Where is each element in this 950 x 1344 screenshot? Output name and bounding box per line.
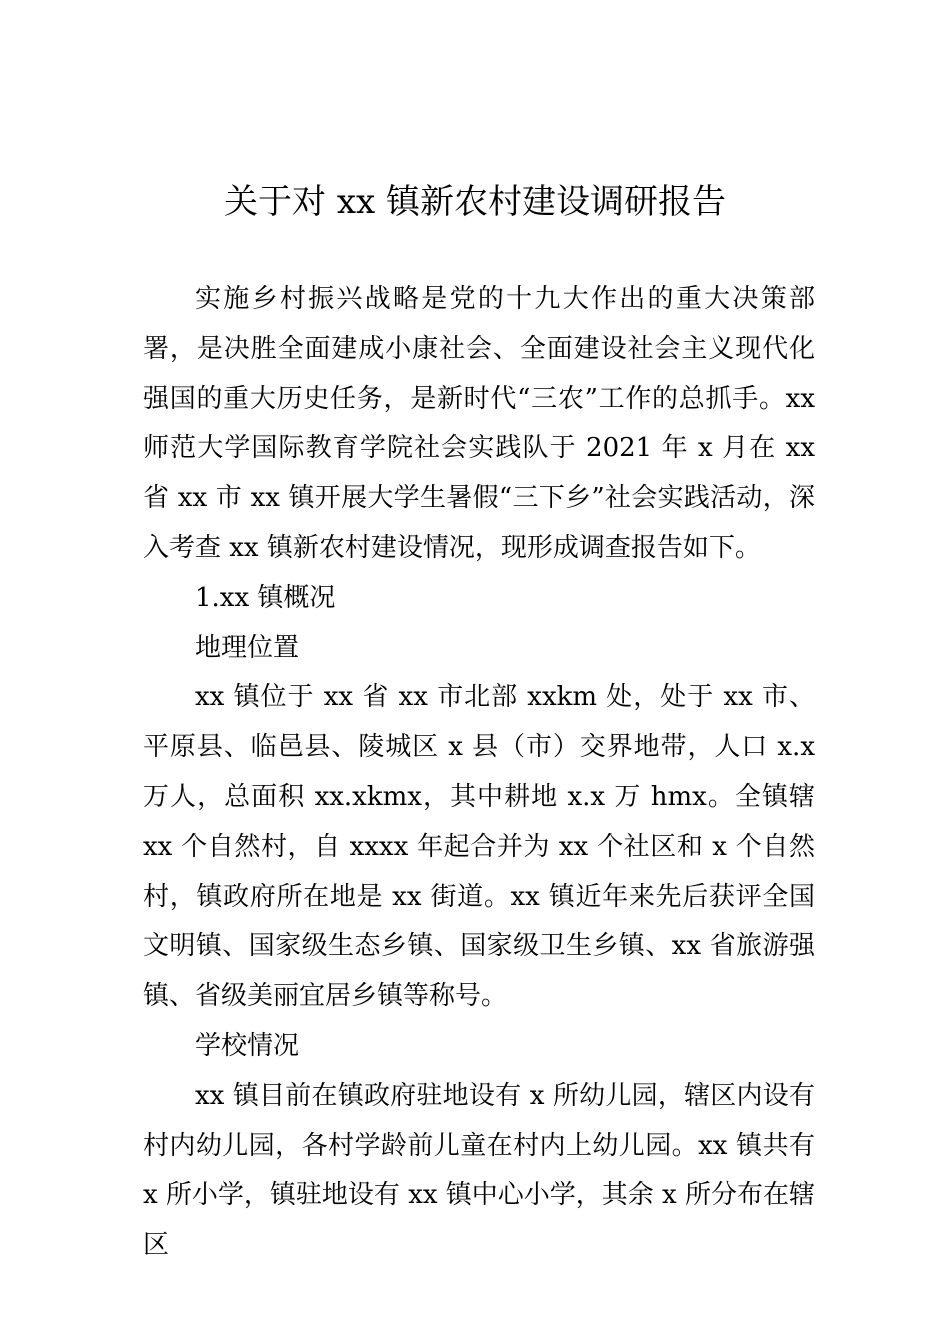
subheading-schools: 学校情况	[195, 1030, 300, 1061]
geography-paragraph: xx 镇位于 xx 省 xx 市北部 xxkm 处，处于 xx 市、平原县、临邑县、陵城区 x 县（市）交界地带，人口 x.x 万人，总面积 xx.xkmx，其中耕地 x.x 万 hmx。全镇辖 xx 个自然村，自 xxxx 年起合并为 xx 个社区和 x 个自然村，镇政府所在地是 xx 街道。xx 镇近年来先后获评全国文明镇、国家级生态乡镇、国家级卫生乡镇、xx 省旅游强镇、省级美丽宜居乡镇等称号。	[143, 682, 815, 1012]
subheading-geography: 地理位置	[195, 632, 300, 663]
document-title: 关于对 xx 镇新农村建设调研报告	[224, 182, 726, 222]
section-heading-overview: 1.xx 镇概况	[195, 582, 336, 613]
document-body	[143, 275, 815, 1271]
schools-paragraph: xx 镇目前在镇政府驻地设有 x 所幼儿园，辖区内设有村内幼儿园，各村学龄前儿童在村内上幼儿园。xx 镇共有 x 所小学，镇驻地设有 xx 镇中心小学，其余 x 所分布在辖区	[143, 1080, 815, 1261]
intro-paragraph: 实施乡村振兴战略是党的十九大作出的重大决策部署，是决胜全面建成小康社会、全面建设社会主义现代化强国的重大历史任务，是新时代“三农”工作的总抓手。xx 师范大学国际教育学院社会实践队于 2021 年 x 月在 xx 省 xx 市 xx 镇开展大学生暑假“三下乡”社会实践活动，深入考查 xx 镇新农村建设情况，现形成调查报告如下。	[143, 284, 815, 563]
